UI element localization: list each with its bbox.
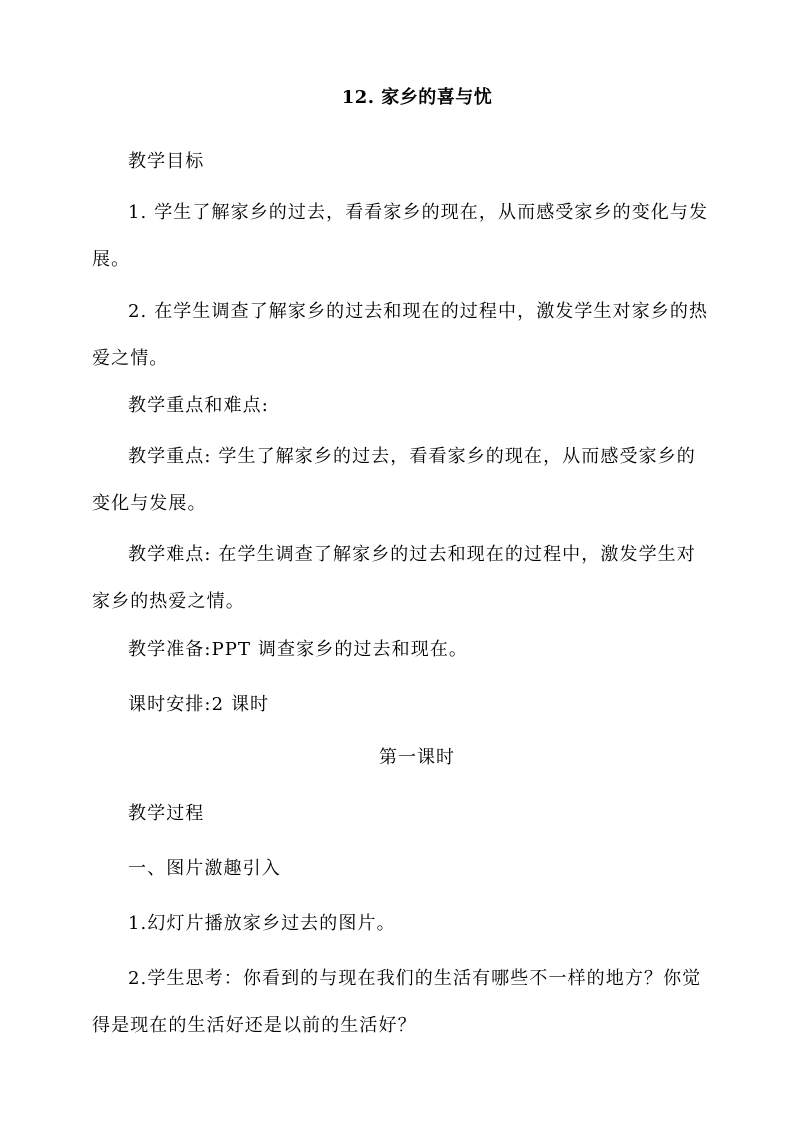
step-1-item-2: 2.学生思考：你看到的与现在我们的生活有哪些不一样的地方？你觉得是现在的生活好还是以前的生活好？	[92, 968, 702, 1036]
difficult-point: 教学难点: 在学生调查了解家乡的过去和现在的过程中，激发学生对家乡的热爱之情。	[92, 544, 696, 612]
objective-2: 2. 在学生调查了解家乡的过去和现在的过程中，激发学生对家乡的热爱之情。	[92, 301, 709, 369]
step-1-heading: 一、图片激趣引入	[128, 858, 281, 879]
key-point: 教学重点: 学生了解家乡的过去，看看家乡的现在，从而感受家乡的变化与发展。	[92, 446, 696, 514]
section-heading-objectives: 教学目标	[128, 151, 205, 172]
document-title: 12. 家乡的喜与忧	[341, 87, 493, 108]
section-heading-key-points: 教学重点和难点:	[128, 395, 269, 416]
teaching-preparation: 教学准备:PPT 调查家乡的过去和现在。	[128, 639, 469, 660]
lesson-heading: 第一课时	[379, 747, 455, 768]
step-1-item-1: 1.幻灯片播放家乡过去的图片。	[128, 913, 396, 934]
section-heading-process: 教学过程	[128, 803, 205, 824]
class-schedule: 课时安排:2 课时	[128, 694, 270, 715]
objective-1: 1. 学生了解家乡的过去，看看家乡的现在，从而感受家乡的变化与发展。	[92, 202, 709, 270]
